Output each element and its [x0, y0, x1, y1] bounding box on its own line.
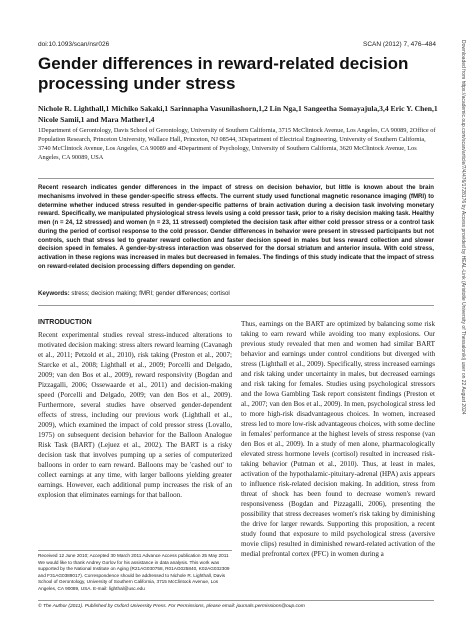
keywords-line — [38, 290, 434, 297]
intro-right-column: Thus, earnings on the BART are optimized by balancing some risk taking to earn reward while avoiding too many explosions. Our previous study revealed that men and women had similar BART behavior and earnings under control conditions but diverged with stress (Lighthall et al., 2009). Specifically, stress increased earnings and risk taking under uncertainty in males, but decreased earnings and risk taking for females. Studies using psychological stressors and the Iowa Gambling Task report consistent findings (Preston et al., 2007; van den Bos et al., 2009). In men, psychological stress led to more high-risk disadvantageous choices. In women, increased stress led to more low-risk advantageous choices, with some decline in females' performance at the highest levels of stress response (van den Bos et al., 2009). In a study of men alone, pharmacologically elevated stress hormone levels (cortisol) resulted in increased risk-taking behavior (Putman et al., 2010). Thus, at least in males, activation of the hypothalamic-pituitary-adrenal (HPA) axis appears to influence risk-related decision making. In addition, stress from threat of shock has been found to decrease women's reward responsiveness (Bogdan and Pizzagalli, 2006), presenting the possibility that stress decreases women's risk taking by diminishing the drive for larger rewards. Supporting this proposition, a recent study found that exposure to mild psychological stress (aversive movie clips) resulted in diminished reward-related activation of the medial prefrontal cortex (PFC) in women during a — [241, 320, 435, 558]
keywords-text: stress; decision making; fMRI; gender differences; cortisol — [69, 290, 230, 297]
intro-left-column: Recent experimental studies reveal stress-induced alterations to motivated decision making: stress alters reward learning (Cavanagh et al., 2011; Petzold et al., 2010), risk taking (Preston et al., 2007; Starcke et al., 2008; Lighthall et al., 2009; Porcelli and Delgado, 2009; van den Bos et al., 2009), reward responsivity (Bogdan and Pizzagalli, 2006; Ossewaarde et al., 2011) and decision-making speed (Porcelli and Delgado, 2009; van den Bos et al., 2009). Furthermore, several studies have observed gender-dependent effects of stress, including our previous work (Lighthall et al., 2009), which examined the impact of cold pressor stress (Lovallo, 1975) on subsequent decision behavior for the Balloon Analogue Risk Task (BART) (Lejuez et al., 2002). The BART is a risky decision task that involves pumping up a series of computerized balloons in order to earn reward. Balloons may be 'cashed out' to collect earnings at any time, with larger balloons yielding greater earnings. However, each additional pump increases the risk of an explosion that eliminates earnings for that balloon. — [38, 331, 232, 499]
abstract: Recent research indicates gender differences in the impact of stress on decision behavior, but little is known about the brain mechanisms involved in these gender-specific stress effects. The current study used functional magnetic resonance imaging (fMRI) to determine whether induced stress resulted in gender-specific patterns of brain activation during a decision task involving monetary reward. Specifically, we manipulated physiological stress levels using a cold pressor task, prior to a risky decision making task. Healthy men (n = 24, 12 stressed) and women (n = 23, 11 stressed) completed the decision task after either cold pressor stress or a control task during the period of cortisol response to the cold pressor. Gender differences in behavior were present in stressed participants but not controls, such that stress led to greater reward collection and faster decision speed in males but less reward collection and slower decision speed in females. A gender-by-stress interaction was observed for the dorsal striatum and anterior insula. With cold stress, activation in these regions was increased in males but decreased in females. The findings of this study indicate that the impact of stress on reward-related decision processing differs depending on gender. — [38, 184, 434, 270]
author-affiliations: 1Department of Gerontology, Davis School of Gerontology, University of Southern California, 3715 McClintock Avenue, Los Angeles, CA 90089, 2Office of Population Research, Princeton University, Wallace Hall, Princeton, NJ 08544, 3Department of Electrical Engineering, University of Southern California, 3740 McClintock Avenue, Los Angeles, CA 90089 and 4Department of Psychology, University of Southern California, 3620 McClintock Avenue, Los Angeles, CA 90089, USA — [38, 127, 436, 161]
section-heading-introduction: INTRODUCTION — [38, 319, 92, 326]
copyright-rule — [38, 600, 434, 601]
article-title: Gender differences in reward-related decision processing under stress — [38, 54, 409, 93]
copyright-line: © The Author (2011). Published by Oxford University Press. For Permissions, please email: journals.permissions@oup.com — [38, 604, 305, 609]
article-footnote: Received 12 June 2010; Accepted 30 March 2011 Advance Access publication 25 May 2011 We would like to thank Andrey Gorlov for his assistance in data analysis. This work was supported by the National Institute on Aging (R21AG030758, R01AG025840, K02AG032309 and F31AG0389017). Correspondence should be addressed to Nichole R. Lighthall, Davis School of Gerontology, University of Southern California, 3715 McClintock Avenue, Los Angeles, CA 90089, USA. E-mail: lighthal@usc.edu — [38, 553, 230, 591]
abstract-bottom-rule — [38, 305, 434, 306]
author-list: Nichole R. Lighthall,1 Michiko Sakaki,1 Sarinnapha Vasunilashorn,1,2 Lin Nga,1 Sangeetha Somayajula,3,4 Eric Y. Chen,1 Nicole Samii,1 and Mara Mather1,4 — [38, 104, 438, 124]
keywords-label: Keywords: — [38, 290, 70, 297]
abstract-top-rule — [38, 178, 434, 179]
journal-citation: SCAN (2012) 7, 476–484 — [363, 41, 436, 48]
download-watermark: Downloaded from https://academic.oup.com/scan/article/7/4/476/1728176 by Access provided by HEAL-Link (Aristotle University of Thessaloniki) user on 22 August 2024 — [460, 40, 466, 415]
doi-line: doi:10.1093/scan/nsr026 — [38, 41, 110, 48]
footnote-rule — [38, 550, 232, 551]
